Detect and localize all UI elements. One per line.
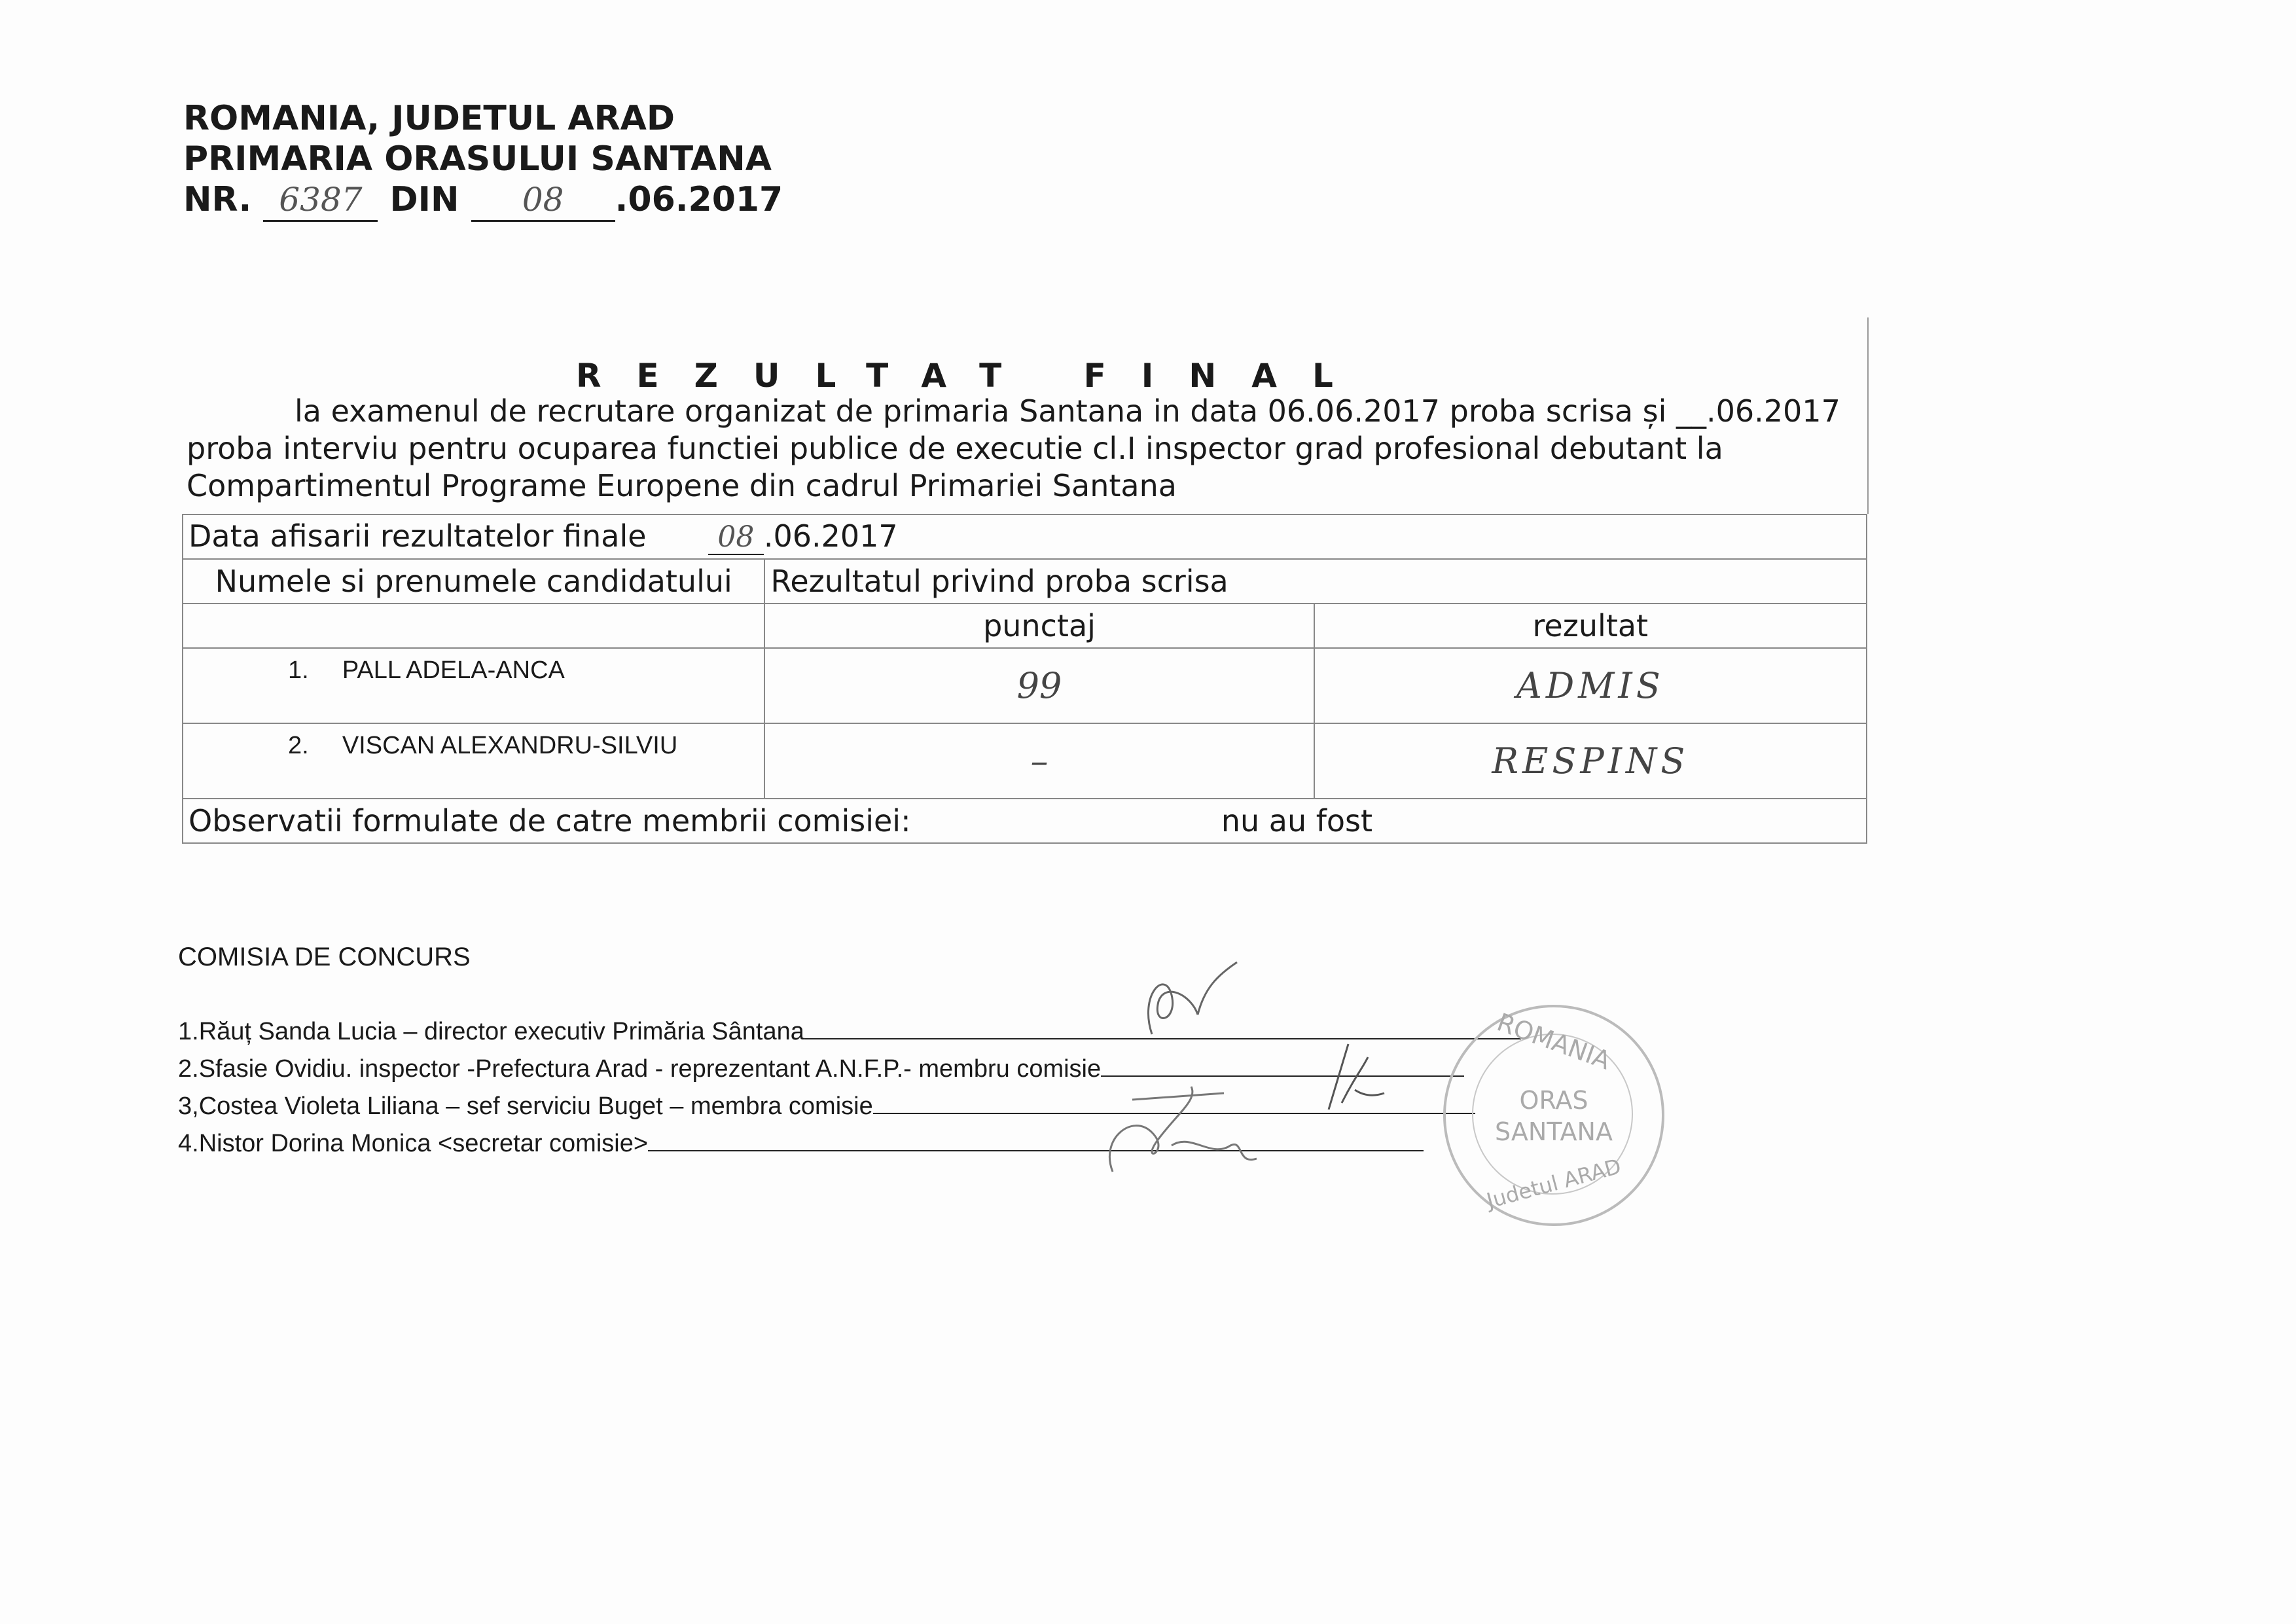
table-row [183,723,1867,799]
header-registration [183,179,783,222]
member-name: 3,Costea Violeta Liliana – sef serviciu Buget – membra comisie [178,1092,873,1120]
stamp-middle-2: SANTANA [1495,1117,1613,1146]
intro-line-1: la examenul de recrutare organizat de primaria Santana in data 06.06.2017 proba scrisa și __.06.2017 [295,393,1840,429]
col-points-header: punctaj [764,604,1314,648]
candidate-result: RESPINS [1314,723,1867,799]
document-header [183,98,783,222]
candidate-name: PALL ADELA-ANCA [342,657,565,684]
empty-subheader-cell [183,604,764,648]
observations-row [183,799,1867,843]
stamp-middle-1: ORAS [1519,1086,1588,1115]
signature-line [648,1125,1424,1151]
member-name: 1.Răuț Sanda Lucia – director executiv Primăria Sântana [178,1018,804,1045]
candidate-result: ADMIS [1314,648,1867,723]
display-date-row [183,514,1867,559]
intro-line-3: Compartimentul Programe Europene din cadrul Primariei Santana [187,468,1177,503]
member-line [178,1125,1521,1163]
table-row [183,648,1867,723]
candidate-number: 2. [288,732,309,759]
nr-field [263,179,378,222]
signature-1-icon [1126,956,1257,1054]
intro-line-2: proba interviu pentru ocuparea functiei publice de executie cl.I inspector grad profesional debutant la [187,431,1723,466]
din-value: 08 [522,181,564,219]
candidate-number: 1. [288,657,309,684]
official-stamp [1443,1005,1664,1226]
col-result-header: rezultat [1314,604,1867,648]
nr-value: 6387 [279,181,363,219]
candidate-name-cell [183,648,764,723]
col-name-header: Numele si prenumele candidatului [183,559,764,604]
col-written-header: Rezultatul privind proba scrisa [764,559,1867,604]
nr-label: NR. [183,180,252,219]
display-date-day-field [708,518,764,555]
header-row [183,559,1867,604]
display-date-cell [183,514,1867,559]
candidate-points: – [764,723,1314,799]
stamp-bottom-text: Judetul ARAD [1484,1153,1624,1214]
header-institution: PRIMARIA ORASULUI SANTANA [183,139,772,179]
display-date-suffix: .06.2017 [763,518,898,554]
din-field [471,179,615,222]
commission-title: COMISIA DE CONCURS [178,943,471,971]
header-county: ROMANIA, JUDETUL ARAD [183,99,675,138]
signature-3-icon [1093,1074,1263,1178]
signature-line [1101,1051,1464,1077]
document-title: REZULTAT FINAL [576,357,1369,395]
subheader-row [183,604,1867,648]
stamp-top-text: ROMANIA [1493,1007,1615,1075]
candidate-name: VISCAN ALEXANDRU-SILVIU [342,732,678,759]
din-label: DIN [389,180,459,219]
signature-2-icon [1302,1031,1394,1116]
member-name: 4.Nistor Dorina Monica <secretar comisie> [178,1130,649,1157]
member-name: 2.Sfasie Ovidiu. inspector -Prefectura Arad - reprezentant A.N.F.P.- membru comisie [178,1055,1102,1083]
candidate-name-cell [183,723,764,799]
display-date-day: 08 [717,520,755,554]
display-date-label: Data afisarii rezultatelor finale [188,518,647,554]
observations-label: Observatii formulate de catre membrii comisiei: [188,803,911,839]
observations-cell [183,799,1867,843]
results-table [182,514,1867,844]
date-suffix: .06.2017 [615,180,783,219]
observations-value: nu au fost [1221,803,1373,839]
candidate-points: 99 [764,648,1314,723]
intro-text [187,393,1862,505]
